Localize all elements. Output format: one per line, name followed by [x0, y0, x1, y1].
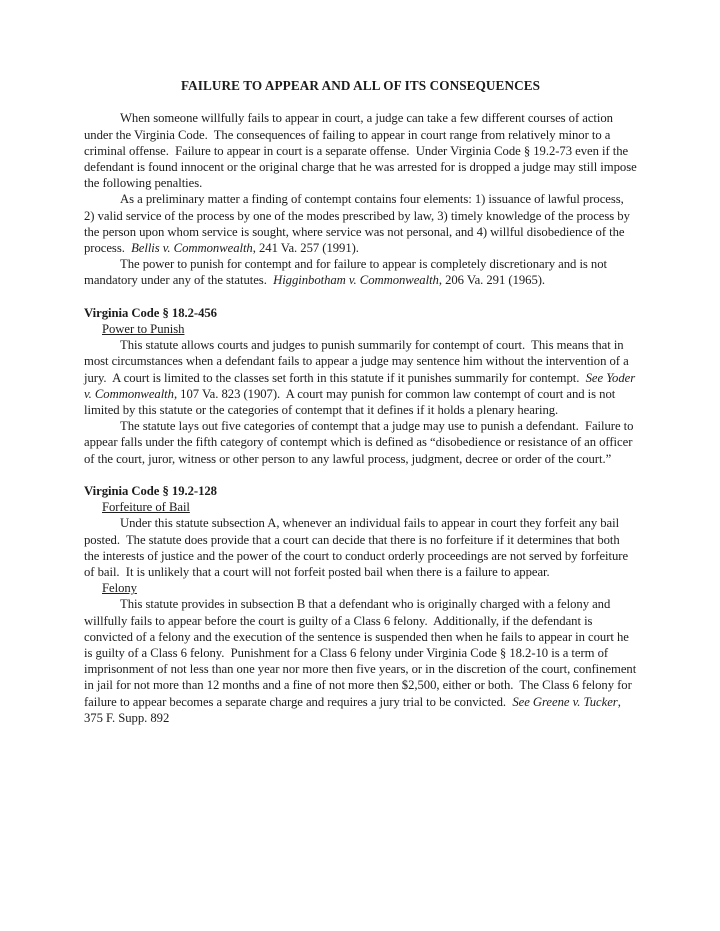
paragraph: [84, 418, 637, 467]
paragraph: [84, 110, 640, 191]
text-run: , 107 Va. 823 (1907). A court may punish for common law contempt of court and is not limited by this statute or the categories of contempt that it defines if it holds a plenary hearing.: [84, 386, 619, 418]
paragraph-spacer: [84, 289, 637, 305]
text-run: , 375 F. Supp. 892: [84, 694, 624, 725]
sub-heading-label: Forfeiture of Bail: [102, 500, 190, 515]
sub-heading-label: Felony: [102, 581, 137, 596]
section-heading: Virginia Code § 18.2-456: [84, 305, 217, 320]
paragraph: [84, 337, 637, 418]
paragraph: [84, 191, 637, 256]
page-title: FAILURE TO APPEAR AND ALL OF ITS CONSEQUENCES: [180, 78, 541, 93]
sub-heading: [84, 580, 637, 596]
text-run: As a preliminary matter a finding of contempt contains four elements: 1) issuance of lawful process, 2) valid service of the process by one of the modes prescribed by law, 3) timely knowledge of the process by the person upon whom service is sought, where service was not personal, and 4) willful disobedience of the process.: [84, 192, 633, 256]
case-citation: Higginbotham v. Commonwealth: [273, 273, 439, 288]
text-run: The power to punish for contempt and for failure to appear is completely discretionary and is not mandatory under any of the statutes.: [84, 257, 611, 288]
text-run: , 206 Va. 291 (1965).: [438, 273, 546, 288]
text-run: This statute provides in subsection B that a defendant who is originally charged with a felony and willfully fails to appear before the court is guilty of a Class 6 felony. Additionally, if the defendant is convicted of a felony and the execution of the sentence is suspended then when he fails to appear in court he is guilty of a Class 6 felony. Punishment for a Class 6 felony under Virginia Code § 18.2-10 is a term of imprisonment of not less than one year nor more then five years, or in the discretion of the court, confinement in jail for not more than 12 months and a fine of not more then $2,500, either or both. The Class 6 felony for failure to appear becomes a separate charge and requires a jury trial to be convicted.: [84, 597, 640, 709]
sub-heading: [84, 499, 637, 515]
text-run: Under this statute subsection A, whenever an individual fails to appear in court they forfeit any bail posted. The statute does provide that a court can decide that there is no forfeiture if it determines that both the interests of justice and the power of the court to conduct orderly proceedings are not served by forfeiture of bail. It is unlikely that a court will not forfeit posted bail when there is a failure to appear.: [84, 516, 632, 580]
case-citation: Bellis v. Commonwealth: [131, 241, 253, 256]
paragraph: [84, 515, 637, 580]
sub-heading: [84, 321, 637, 337]
section-heading: Virginia Code § 19.2-128: [84, 484, 217, 499]
sub-heading-label: Power to Punish: [102, 322, 185, 337]
paragraph-spacer: [84, 467, 637, 483]
paragraph: [84, 596, 640, 726]
text-run: When someone willfully fails to appear in court, a judge can take a few different courses of action under the Virginia Code. The consequences of failing to appear in court range from relatively minor to a criminal offense. Failure to appear in court is a separate offense. Under Virginia Code § 19.2-73 even if the defendant is found innocent or the original charge that he was arrested for is dropped a judge may still impose the following penalties.: [84, 111, 640, 191]
text-run: This statute allows courts and judges to punish summarily for contempt of court. This means that in most circumstances when a defendant fails to appear a judge may sentence him without the intervention of a jury. A court is limited to the classes set forth in this statute if it punishes summarily for contempt.: [84, 338, 632, 385]
paragraph: [84, 256, 637, 288]
text-run: The statute lays out five categories of contempt that a judge may use to punish a defendant. Failure to appear falls under the fifth category of contempt which is defined as “disobedience or resistance of an officer of the court, juror, witness or other person to any lawful process, judgment, decree or order of the court.”: [84, 419, 637, 466]
document-body: [84, 110, 640, 726]
case-citation: See Greene v. Tucker: [512, 694, 618, 709]
case-citation: See Yoder v. Commonwealth: [84, 370, 639, 401]
text-run: , 241 Va. 257 (1991).: [252, 241, 359, 256]
